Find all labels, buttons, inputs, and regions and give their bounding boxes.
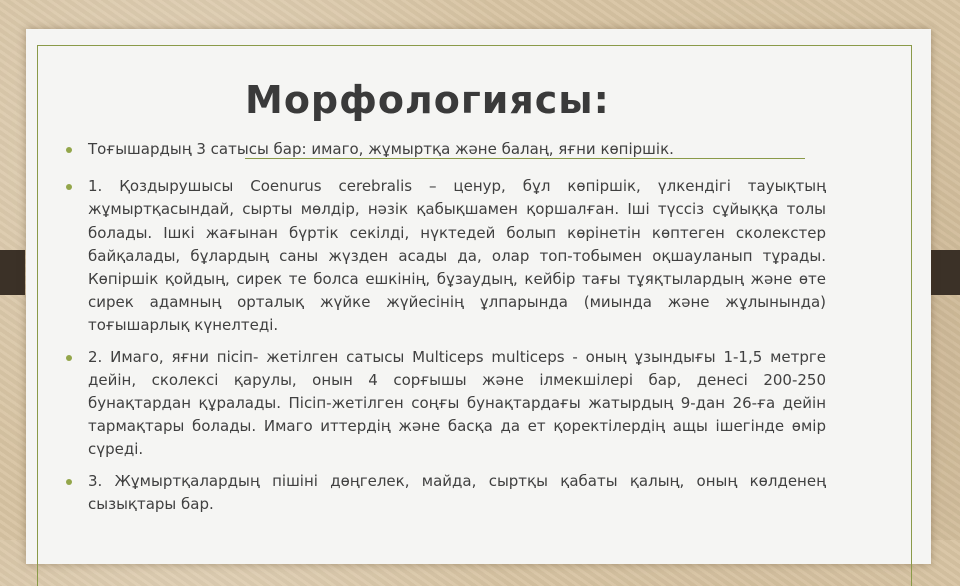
- bullet-dot-icon: [66, 184, 72, 190]
- bullet-item: [66, 138, 826, 161]
- bullet-dot-icon: [66, 355, 72, 361]
- bullet-item: [66, 470, 826, 516]
- left-dark-band: [0, 250, 25, 295]
- slide-title: Морфологиясы:: [245, 78, 610, 122]
- bullet-text: Тоғышардың 3 сатысы бар: имаго, жұмыртқа және балаң, яғни көпіршік.: [88, 140, 674, 158]
- bullet-dot-icon: [66, 147, 72, 153]
- bullet-dot-icon: [66, 479, 72, 485]
- bullet-text: 1. Қоздырушысы Coenurus cerebralis – ценур, бұл көпіршік, үлкендігі тауықтың жұмыртқасындай, сырты мөлдір, нәзік қабықшамен қоршалған. Іші түссіз сұйыққа толы болады. Ішкі жағынан бүртік секілді, нүктедей болып көрінетін көптеген сколекстер байқалады, бұлардың саны жүзден асады да, олар топ-тобымен оқшауланып тұрады. Көпіршік қойдың, сирек те болса ешкінің, бұзаудың, кейбір тағы тұяқтылардың және өте сирек адамның орталық жүйке жүйесінің ұлпарында (миында және жұлынында) тоғышарлық күнелтеді.: [88, 177, 826, 335]
- bullet-list: [66, 138, 826, 524]
- bullet-text: 3. Жұмыртқалардың пішіні дөңгелек, майда, сыртқы қабаты қалың, оның көлденең сызықтары бар.: [88, 471, 826, 513]
- bullet-item: [66, 346, 826, 462]
- bullet-item: [66, 175, 826, 337]
- bullet-text: 2. Имаго, яғни пісіп- жетілген сатысы Multiceps multiceps - оның ұзындығы 1-1,5 метрге дейін, сколексі қарулы, онын 4 сорғышы және ілмекшілері бар, денесі 200-250 бунақтардан құралады. Пісіп-жетілген соңғы бунақтардағы жатырдың 9-дан 26-ға дейін тармақтары болады. Имаго иттердің және басқа да ет қоректілердің ащы ішегінде өмір сүреді.: [88, 347, 826, 459]
